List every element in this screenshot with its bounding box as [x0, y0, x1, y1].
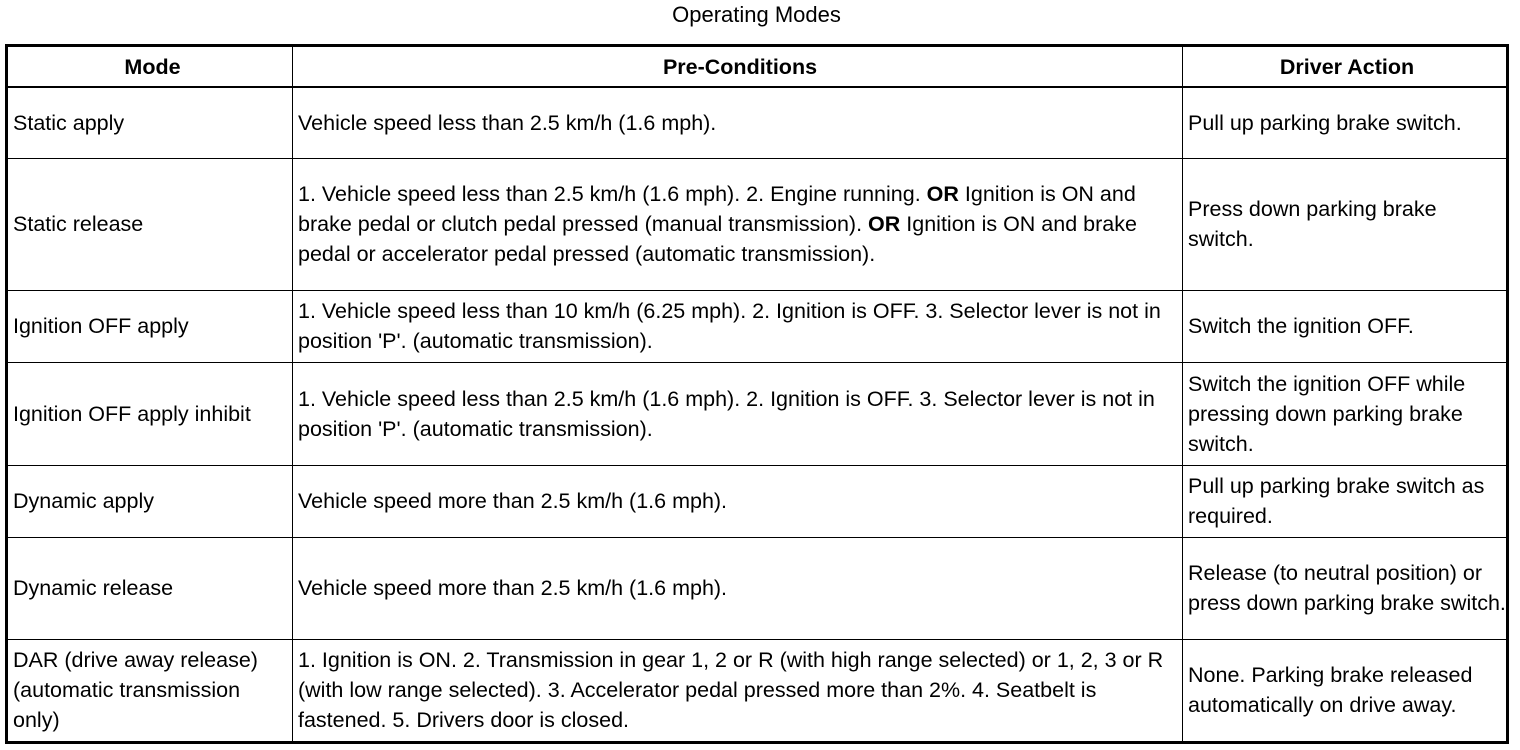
mode-cell: DAR (drive away release) (automatic transmission only): [7, 639, 293, 742]
table-row: [7, 362, 1508, 465]
preconditions-cell: [293, 290, 1183, 362]
or-keyword: OR: [868, 212, 901, 236]
preconditions-text: 1. Vehicle speed less than 2.5 km/h (1.6 mph). 2. Engine running.: [298, 182, 921, 206]
header-driver-action: Driver Action: [1183, 46, 1508, 88]
table-row: [7, 537, 1508, 639]
table-row: [7, 158, 1508, 290]
preconditions-cell: [293, 639, 1183, 742]
driver-action-cell: Switch the ignition OFF.: [1183, 290, 1508, 362]
driver-action-cell: None. Parking brake released automatically on drive away.: [1183, 639, 1508, 742]
mode-cell: Dynamic release: [7, 537, 293, 639]
table-row: [7, 465, 1508, 537]
mode-cell: Ignition OFF apply inhibit: [7, 362, 293, 465]
driver-action-cell: Pull up parking brake switch.: [1183, 87, 1508, 158]
driver-action-cell: Pull up parking brake switch as required.: [1183, 465, 1508, 537]
preconditions-cell: [293, 87, 1183, 158]
or-keyword: OR: [926, 182, 959, 206]
preconditions-cell: [293, 537, 1183, 639]
table-row: [7, 290, 1508, 362]
driver-action-cell: Switch the ignition OFF while pressing down parking brake switch.: [1183, 362, 1508, 465]
driver-action-cell: Release (to neutral position) or press down parking brake switch.: [1183, 537, 1508, 639]
table-header-row: [7, 46, 1508, 88]
table-row: [7, 87, 1508, 158]
mode-cell: Ignition OFF apply: [7, 290, 293, 362]
operating-modes-table: [5, 44, 1509, 744]
preconditions-cell: [293, 158, 1183, 290]
driver-action-cell: Press down parking brake switch.: [1183, 158, 1508, 290]
mode-cell: Static release: [7, 158, 293, 290]
preconditions-cell: [293, 362, 1183, 465]
preconditions-text: Ignition is ON and brake pedal or clutch pedal pressed (manual transmission).: [298, 182, 1136, 236]
preconditions-text: Vehicle speed more than 2.5 km/h (1.6 mph).: [298, 576, 728, 600]
mode-cell: Dynamic apply: [7, 465, 293, 537]
table-row: [7, 639, 1508, 742]
preconditions-text: Vehicle speed more than 2.5 km/h (1.6 mph).: [298, 489, 728, 513]
preconditions-text: Vehicle speed less than 2.5 km/h (1.6 mph).: [298, 110, 717, 135]
preconditions-text: 1. Vehicle speed less than 2.5 km/h (1.6 mph). 2. Ignition is OFF. 3. Selector lever is not in position 'P'. (automatic transmission).: [298, 386, 1155, 441]
preconditions-text: 1. Vehicle speed less than 10 km/h (6.25 mph). 2. Ignition is OFF. 3. Selector lever is not in position 'P'. (automatic transmission).: [298, 299, 1161, 353]
preconditions-cell: [293, 465, 1183, 537]
header-mode: Mode: [7, 46, 293, 88]
preconditions-text: Ignition is ON and brake pedal or accelerator pedal pressed (automatic transmission).: [298, 212, 1137, 266]
preconditions-text: 1. Ignition is ON. 2. Transmission in gear 1, 2 or R (with high range selected) or 1, 2, 3 or R (with low range selected). 3. Accelerator pedal pressed more than 2%. 4. Seatbelt is fastened. 5. Drivers door is closed.: [298, 648, 1164, 732]
table-caption: Operating Modes: [672, 2, 841, 27]
header-preconditions: Pre-Conditions: [293, 46, 1183, 88]
mode-cell: Static apply: [7, 87, 293, 158]
